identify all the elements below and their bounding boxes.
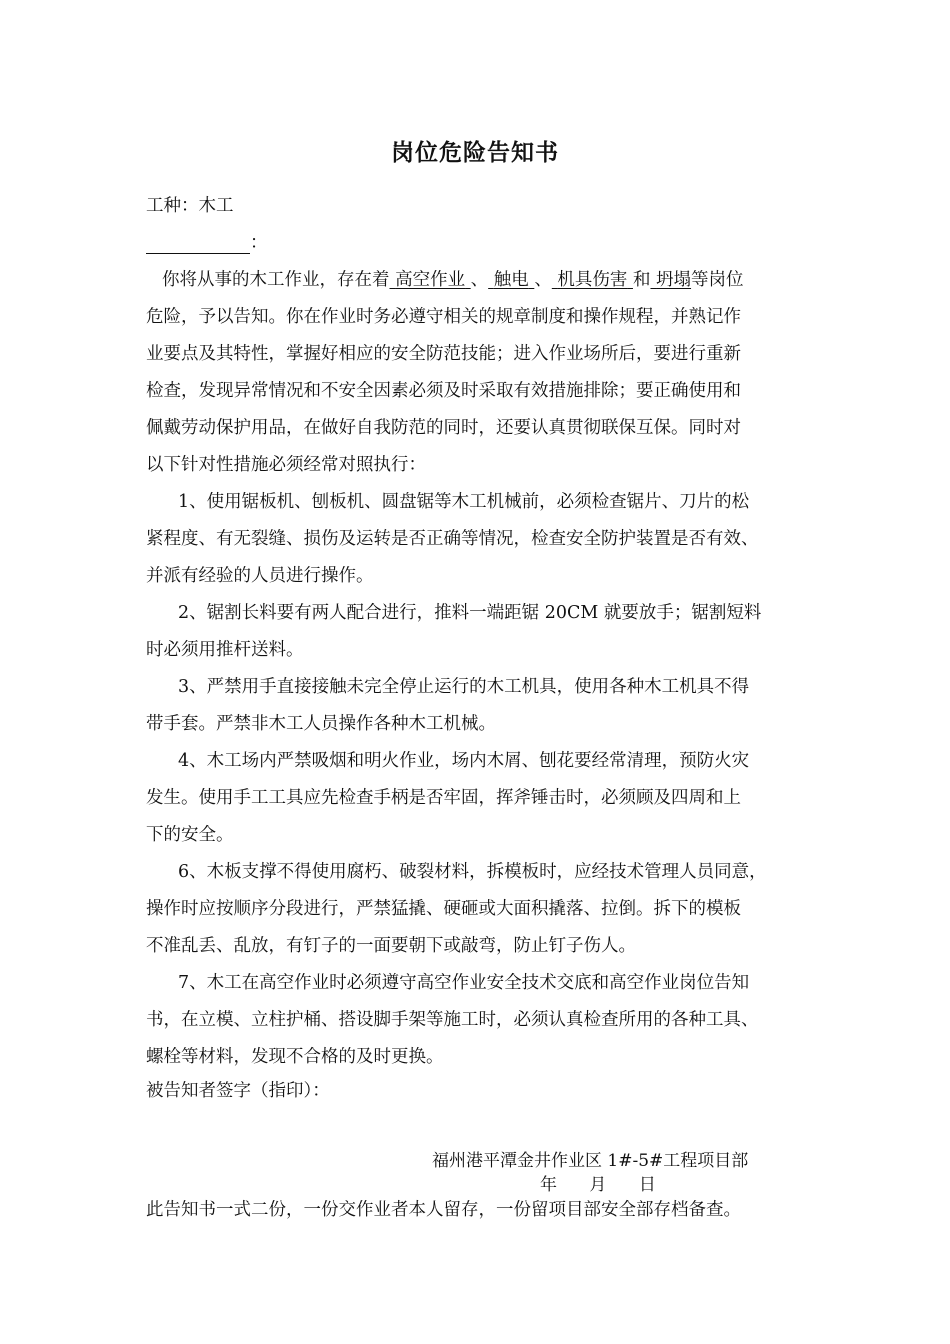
hazard-machinery: 机具伤害: [557, 270, 628, 290]
intro-line: 业要点及其特性，掌握好相应的安全防范技能；进入作业场所后，要进行重新: [146, 344, 741, 364]
separator: 、: [534, 270, 552, 290]
hazard-fall: 高空作业: [395, 270, 466, 290]
measure-6-line: 操作时应按顺序分段进行，严禁猛撬、硬砸或大面积撬落、拉倒。拆下的模板: [146, 899, 741, 919]
date-line: 年 月 日: [540, 1175, 656, 1195]
measure-4-line: 下的安全。: [146, 825, 234, 845]
measure-6-line: 不准乱丢、乱放，有钉子的一面要朝下或敲弯，防止钉子伤人。: [146, 936, 636, 956]
hazard-electric: 触电: [493, 270, 529, 290]
organization-name: 福州港平潭金井作业区 1#-5#工程项目部: [432, 1151, 749, 1171]
measure-7-line: 书，在立模、立柱护桶、搭设脚手架等施工时，必须认真检查所用的各种工具、: [146, 1010, 759, 1030]
hazard-collapse: 坍塌: [656, 270, 692, 290]
measure-3-line: 3、严禁用手直接接触未完全停止运行的木工机具，使用各种木工机具不得: [178, 677, 750, 697]
measure-4-line: 4、木工场内严禁吸烟和明火作业，场内木屑、刨花要经常清理，预防火灾: [178, 751, 750, 771]
measure-2-line: 2、锯割长料要有两人配合进行，推料一端距锯 20CM 就要放手；锯割短料: [178, 603, 762, 623]
recipient-line: [146, 229, 268, 254]
measure-1-line: 并派有经验的人员进行操作。: [146, 566, 374, 586]
recipient-blank: [146, 235, 250, 254]
measure-1-line: 紧程度、有无裂缝、损伤及运转是否正确等情况，检查安全防护装置是否有效、: [146, 529, 759, 549]
measure-3-line: 带手套。严禁非木工人员操作各种木工机械。: [146, 714, 496, 734]
intro-line: 危险，予以告知。你在作业时务必遵守相关的规章制度和操作规程，并熟记作: [146, 307, 741, 327]
signature-label: 被告知者签字（指印）：: [146, 1081, 330, 1101]
separator: 、: [470, 270, 489, 290]
trade-line: 工种：木工: [146, 196, 234, 216]
intro-line: 以下针对性措施必须经常对照执行：: [146, 455, 426, 475]
intro-line-1: [162, 266, 744, 291]
footer-note: 此告知书一式二份，一份交作业者本人留存，一份留项目部安全部存档备查。: [146, 1200, 741, 1220]
intro-prefix: 你将从事的木工作业，存在着: [162, 270, 390, 290]
measure-1-line: 1、使用锯板机、刨板机、圆盘锯等木工机械前，必须检查锯片、刀片的松: [178, 492, 750, 512]
measure-2-line: 时必须用推杆送料。: [146, 640, 304, 660]
intro-line: 佩戴劳动保护用品，在做好自我防范的同时，还要认真贯彻联保互保。同时对: [146, 418, 741, 438]
measure-6-line: 6、木板支撑不得使用腐朽、破裂材料，拆模板时，应经技术管理人员同意，: [178, 862, 767, 882]
intro-suffix: 等岗位: [691, 270, 744, 290]
intro-line: 检查，发现异常情况和不安全因素必须及时采取有效措施排除；要正确使用和: [146, 381, 741, 401]
document-title: 岗位危险告知书: [391, 139, 559, 166]
measure-4-line: 发生。使用手工工具应先检查手柄是否牢固，挥斧锤击时，必须顾及四周和上: [146, 788, 741, 808]
measure-7-line: 螺栓等材料，发现不合格的及时更换。: [146, 1047, 444, 1067]
conjunction: 和: [632, 270, 651, 290]
recipient-colon: ：: [250, 233, 268, 253]
measure-7-line: 7、木工在高空作业时必须遵守高空作业安全技术交底和高空作业岗位告知: [178, 973, 750, 993]
